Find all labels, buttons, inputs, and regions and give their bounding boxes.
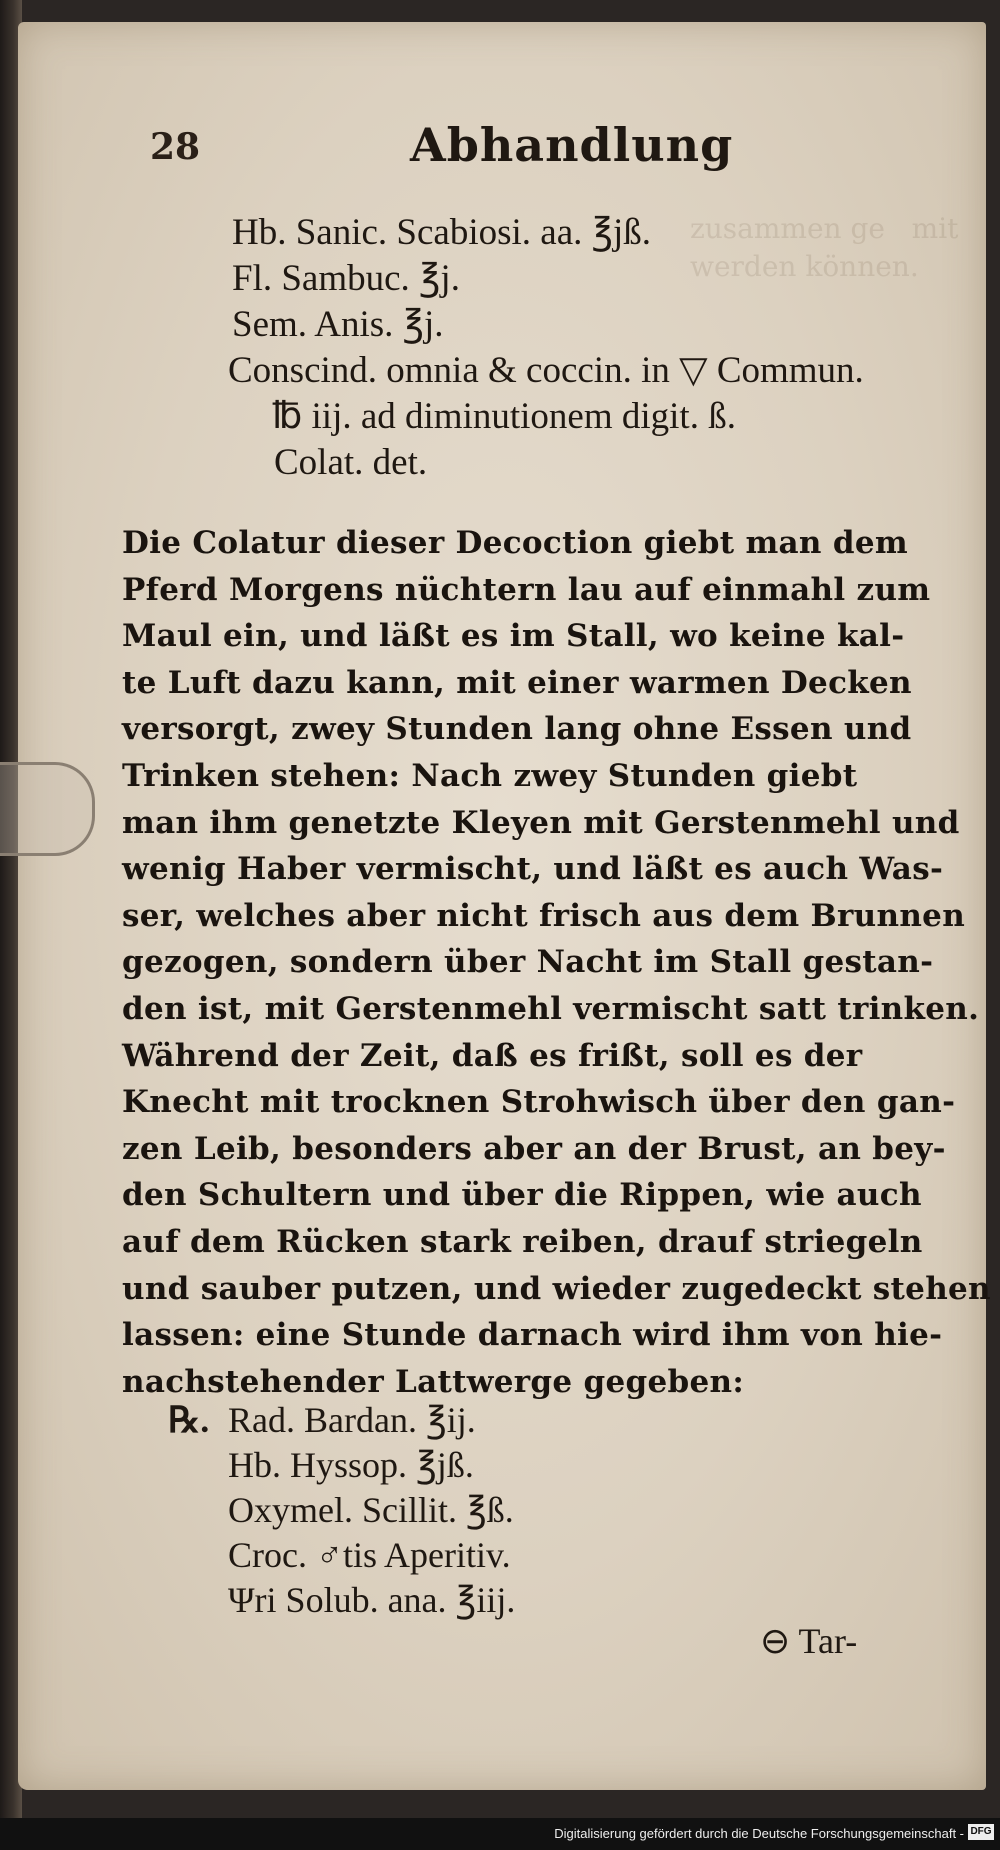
recipe-line: Sem. Anis. ℥j. — [232, 304, 444, 345]
text-line: Trinken stehen: Nach zwey Stunden giebt — [122, 757, 858, 794]
running-head: Abhandlung — [410, 118, 734, 172]
recipe-one — [228, 210, 932, 486]
recipe-line: Fl. Sambuc. ℥j. — [232, 258, 460, 299]
text-line: wenig Haber vermischt, und läßt es auch Was- — [122, 851, 944, 888]
recipe-ingredient: Rad. Bardan. ℥ij. — [228, 1400, 476, 1440]
text-line: Knecht mit trocknen Strohwisch über den gan- — [122, 1084, 956, 1121]
recipe-line: Conscind. omnia & coccin. in ▽ Commun. — [228, 350, 864, 391]
text-line: den Schultern und über die Rippen, wie auch — [122, 1177, 922, 1214]
recipe-line — [168, 1398, 768, 1443]
bleed-through: zusammen ge mit — [690, 212, 959, 245]
text-line: und sauber putzen, und wieder zugedeckt stehen — [122, 1270, 991, 1307]
book-clasp — [0, 762, 95, 856]
recipe-line: Hb. Sanic. Scabiosi. aa. ℥jß. — [232, 212, 652, 253]
recipe-line: Hb. Hyssop. ℥jß. — [228, 1445, 474, 1485]
recipe-line: Ψri Solub. ana. ℥iij. — [228, 1580, 516, 1620]
recipe-two — [168, 1398, 768, 1623]
body-paragraph — [122, 520, 991, 1405]
text-line: Maul ein, und läßt es im Stall, wo keine kal- — [122, 618, 905, 655]
page-number: 28 — [150, 126, 201, 168]
dfg-logo: DFG — [968, 1824, 994, 1840]
text-line: man ihm genetzte Kleyen mit Gerstenmehl und — [122, 804, 960, 841]
recipe-symbol: ℞. — [168, 1400, 210, 1440]
text-line: den ist, mit Gerstenmehl vermischt satt trinken. — [122, 990, 980, 1027]
text-line: nachstehender Lattwerge gegeben: — [122, 1363, 745, 1400]
page-header — [0, 118, 1000, 178]
text-line: lassen: eine Stunde darnach wird ihm von hie- — [122, 1317, 943, 1354]
text-line: Die Colatur dieser Decoction giebt man dem — [122, 525, 908, 561]
text-line: gezogen, sondern über Nacht im Stall gestan- — [122, 944, 934, 981]
bleed-through: werden können. — [690, 250, 919, 283]
text-line: Pferd Morgens nüchtern lau auf einmahl zum — [122, 571, 931, 608]
text-line: auf dem Rücken stark reiben, drauf striegeln — [122, 1223, 923, 1260]
recipe-line: Croc. ♂tis Aperitiv. — [228, 1535, 511, 1575]
recipe-line: ℔ iij. ad diminutionem digit. ß. — [272, 396, 736, 437]
text-line: zen Leib, besonders aber an der Brust, an bey- — [122, 1130, 946, 1167]
catchword: ⊖ Tar- — [760, 1621, 858, 1661]
text-line: Während der Zeit, daß es frißt, soll es der — [122, 1037, 863, 1074]
text-line: versorgt, zwey Stunden lang ohne Essen und — [122, 711, 912, 748]
footer-credit: Digitalisierung gefördert durch die Deutsche Forschungsgemeinschaft - — [554, 1826, 964, 1841]
recipe-line: Oxymel. Scillit. ℥ß. — [228, 1490, 514, 1530]
text-line: ser, welches aber nicht frisch aus dem Brunnen — [122, 897, 966, 934]
text-line: te Luft dazu kann, mit einer warmen Decken — [122, 664, 912, 701]
recipe-line: Colat. det. — [274, 442, 428, 483]
